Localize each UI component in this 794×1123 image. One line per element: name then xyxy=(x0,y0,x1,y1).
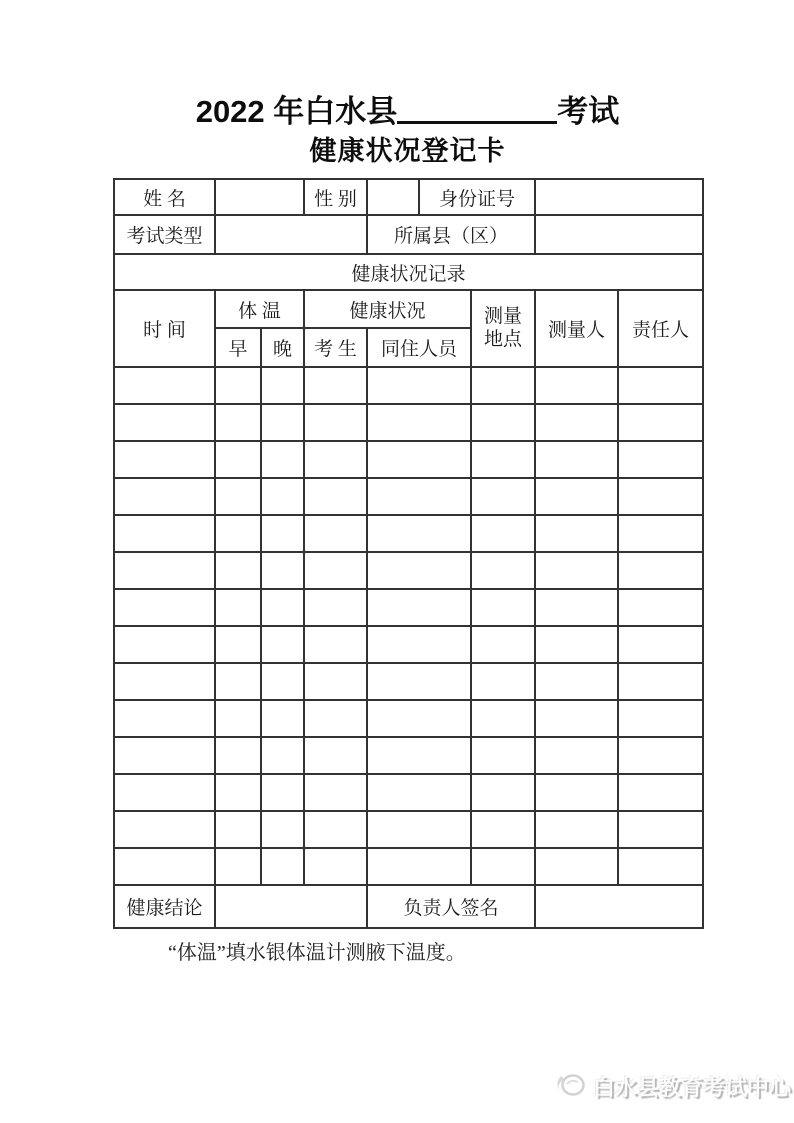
record-cell-measurer xyxy=(535,552,618,589)
signature-label-cell: 负责人签名 xyxy=(367,885,535,928)
record-cell-time xyxy=(114,848,215,885)
record-cell-temp-morning xyxy=(215,700,261,737)
health-registration-table xyxy=(113,178,704,929)
record-cell-time xyxy=(114,515,215,552)
record-cell-responsible xyxy=(618,774,703,811)
record-cell-temp-morning xyxy=(215,848,261,885)
col-header-temperature: 体 温 xyxy=(215,290,304,328)
record-cell-responsible xyxy=(618,478,703,515)
record-cell-temp-evening xyxy=(261,774,304,811)
empty-record-row xyxy=(114,774,703,811)
empty-record-row xyxy=(114,367,703,404)
record-cell-temp-morning xyxy=(215,774,261,811)
org-logo-icon xyxy=(552,1070,586,1103)
record-cell-cohabitants xyxy=(367,404,471,441)
record-cell-examinee xyxy=(304,737,367,774)
record-cell-measurer xyxy=(535,774,618,811)
basic-info-row-2 xyxy=(114,215,703,254)
record-cell-time xyxy=(114,552,215,589)
empty-record-row xyxy=(114,663,703,700)
exam-type-label-cell: 考试类型 xyxy=(114,215,215,254)
record-cell-cohabitants xyxy=(367,737,471,774)
record-cell-temp-evening xyxy=(261,626,304,663)
record-cell-examinee xyxy=(304,552,367,589)
col-header-cohabitants: 同住人员 xyxy=(367,328,471,367)
watermark-text: 白水县教育考试中心 xyxy=(593,1075,792,1100)
record-cell-temp-morning xyxy=(215,626,261,663)
record-cell-measurer xyxy=(535,811,618,848)
conclusion-label-cell: 健康结论 xyxy=(114,885,215,928)
record-cell-time xyxy=(114,737,215,774)
record-cell-cohabitants xyxy=(367,848,471,885)
record-cell-responsible xyxy=(618,552,703,589)
record-cell-location xyxy=(471,552,535,589)
record-cell-time xyxy=(114,404,215,441)
record-cell-time xyxy=(114,663,215,700)
record-cell-cohabitants xyxy=(367,811,471,848)
col-header-evening: 晚 xyxy=(261,328,304,367)
record-cell-responsible xyxy=(618,848,703,885)
conclusion-value-cell xyxy=(215,885,367,928)
record-cell-measurer xyxy=(535,441,618,478)
record-cell-temp-evening xyxy=(261,811,304,848)
record-header-row-top xyxy=(114,290,703,328)
record-cell-temp-morning xyxy=(215,367,261,404)
record-cell-measurer xyxy=(535,404,618,441)
record-cell-location xyxy=(471,404,535,441)
record-cell-measurer xyxy=(535,663,618,700)
record-cell-responsible xyxy=(618,737,703,774)
name-label-cell: 姓 名 xyxy=(114,179,215,215)
record-cell-temp-morning xyxy=(215,404,261,441)
col-header-time: 时 间 xyxy=(114,290,215,367)
page-title xyxy=(113,92,702,132)
record-cell-responsible xyxy=(618,404,703,441)
empty-record-row xyxy=(114,441,703,478)
watermark xyxy=(552,1070,791,1103)
gender-value-cell xyxy=(367,179,419,215)
record-cell-temp-evening xyxy=(261,441,304,478)
record-cell-temp-evening xyxy=(261,552,304,589)
record-cell-location xyxy=(471,737,535,774)
name-value-cell xyxy=(215,179,304,215)
record-cell-temp-evening xyxy=(261,515,304,552)
record-cell-measurer xyxy=(535,515,618,552)
record-cell-time xyxy=(114,478,215,515)
record-cell-examinee xyxy=(304,367,367,404)
empty-record-row xyxy=(114,478,703,515)
record-cell-responsible xyxy=(618,811,703,848)
record-section-title-cell: 健康状况记录 xyxy=(114,254,703,290)
record-cell-time xyxy=(114,441,215,478)
record-cell-cohabitants xyxy=(367,515,471,552)
col-header-examinee: 考 生 xyxy=(304,328,367,367)
record-cell-measurer xyxy=(535,589,618,626)
title-blank-line xyxy=(397,121,557,124)
record-cell-temp-morning xyxy=(215,552,261,589)
record-cell-temp-evening xyxy=(261,404,304,441)
record-cell-time xyxy=(114,367,215,404)
id-number-label-cell: 身份证号 xyxy=(419,179,535,215)
record-cell-temp-evening xyxy=(261,663,304,700)
record-cell-location xyxy=(471,515,535,552)
signature-value-cell xyxy=(535,885,703,928)
record-cell-temp-evening xyxy=(261,589,304,626)
record-cell-location xyxy=(471,441,535,478)
record-cell-cohabitants xyxy=(367,367,471,404)
empty-record-row xyxy=(114,589,703,626)
record-cell-temp-morning xyxy=(215,737,261,774)
record-cell-location xyxy=(471,663,535,700)
record-cell-examinee xyxy=(304,663,367,700)
record-cell-examinee xyxy=(304,589,367,626)
record-cell-measurer xyxy=(535,478,618,515)
page-title-suffix: 考试 xyxy=(557,94,620,129)
record-cell-examinee xyxy=(304,700,367,737)
record-cell-temp-morning xyxy=(215,441,261,478)
record-cell-responsible xyxy=(618,626,703,663)
record-cell-cohabitants xyxy=(367,700,471,737)
record-cell-responsible xyxy=(618,515,703,552)
record-cell-temp-morning xyxy=(215,589,261,626)
empty-record-row xyxy=(114,404,703,441)
empty-record-row xyxy=(114,848,703,885)
record-cell-examinee xyxy=(304,441,367,478)
record-cell-location xyxy=(471,478,535,515)
record-cell-location xyxy=(471,700,535,737)
footnote: “体温”填水银体温计测腋下温度。 xyxy=(168,942,466,964)
record-cell-examinee xyxy=(304,626,367,663)
record-cell-temp-morning xyxy=(215,663,261,700)
col-header-measurer: 测量人 xyxy=(535,290,618,367)
record-cell-examinee xyxy=(304,515,367,552)
record-cell-temp-morning xyxy=(215,478,261,515)
empty-record-row xyxy=(114,700,703,737)
record-cell-measurer xyxy=(535,700,618,737)
record-cell-examinee xyxy=(304,478,367,515)
exam-type-value-cell xyxy=(215,215,367,254)
record-cell-temp-evening xyxy=(261,737,304,774)
record-cell-examinee xyxy=(304,404,367,441)
record-cell-time xyxy=(114,700,215,737)
gender-label-cell: 性 别 xyxy=(304,179,367,215)
record-cell-responsible xyxy=(618,663,703,700)
record-cell-time xyxy=(114,811,215,848)
record-cell-cohabitants xyxy=(367,478,471,515)
empty-record-row xyxy=(114,552,703,589)
record-cell-responsible xyxy=(618,589,703,626)
col-header-location xyxy=(471,290,535,367)
record-cell-measurer xyxy=(535,737,618,774)
col-header-location-line2: 地点 xyxy=(484,328,523,350)
record-cell-responsible xyxy=(618,367,703,404)
record-cell-cohabitants xyxy=(367,589,471,626)
record-cell-location xyxy=(471,367,535,404)
record-cell-location xyxy=(471,626,535,663)
record-section-header-row xyxy=(114,254,703,290)
record-cell-responsible xyxy=(618,441,703,478)
empty-record-row xyxy=(114,626,703,663)
record-cell-temp-evening xyxy=(261,700,304,737)
record-cell-temp-evening xyxy=(261,848,304,885)
record-cell-examinee xyxy=(304,848,367,885)
record-cell-measurer xyxy=(535,626,618,663)
col-header-health-status: 健康状况 xyxy=(304,290,471,328)
id-number-value-cell xyxy=(535,179,703,215)
record-cell-cohabitants xyxy=(367,663,471,700)
conclusion-row xyxy=(114,885,703,928)
record-cell-examinee xyxy=(304,774,367,811)
record-cell-cohabitants xyxy=(367,441,471,478)
record-cell-location xyxy=(471,811,535,848)
county-value-cell xyxy=(535,215,703,254)
record-cell-responsible xyxy=(618,700,703,737)
page-title-prefix: 2022 年白水县 xyxy=(195,94,398,129)
basic-info-row-1 xyxy=(114,179,703,215)
record-cell-location xyxy=(471,848,535,885)
record-cell-measurer xyxy=(535,848,618,885)
record-cell-time xyxy=(114,774,215,811)
record-cell-time xyxy=(114,589,215,626)
record-cell-temp-evening xyxy=(261,367,304,404)
col-header-location-line1: 测量 xyxy=(484,305,523,327)
page-subtitle: 健康状况登记卡 xyxy=(309,136,506,166)
record-cell-examinee xyxy=(304,811,367,848)
record-cell-temp-morning xyxy=(215,515,261,552)
empty-record-row xyxy=(114,515,703,552)
col-header-responsible: 责任人 xyxy=(618,290,703,367)
col-header-morning: 早 xyxy=(215,328,261,367)
record-cell-measurer xyxy=(535,367,618,404)
record-cell-cohabitants xyxy=(367,626,471,663)
record-cell-temp-evening xyxy=(261,478,304,515)
record-cell-temp-morning xyxy=(215,811,261,848)
empty-record-row xyxy=(114,811,703,848)
record-cell-cohabitants xyxy=(367,774,471,811)
record-cell-location xyxy=(471,774,535,811)
record-cell-location xyxy=(471,589,535,626)
county-label-cell: 所属县（区） xyxy=(367,215,535,254)
empty-record-row xyxy=(114,737,703,774)
record-cell-cohabitants xyxy=(367,552,471,589)
record-cell-time xyxy=(114,626,215,663)
